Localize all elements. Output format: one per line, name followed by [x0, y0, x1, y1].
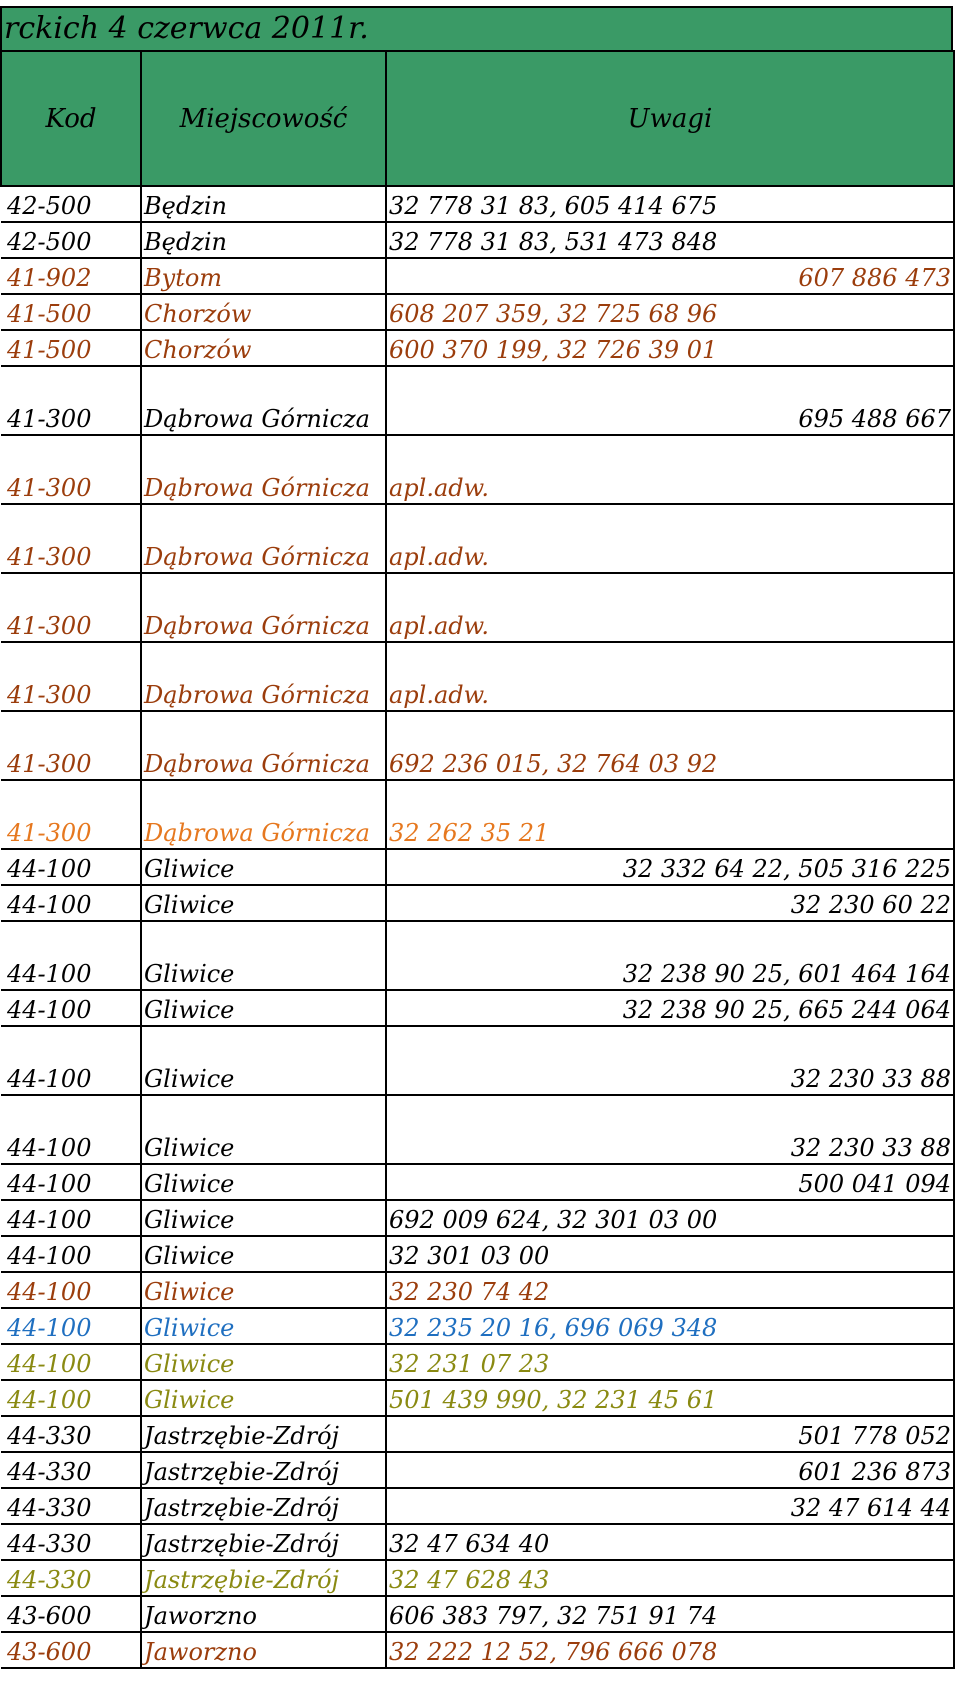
cell-note: 32 332 64 22, 505 316 225: [386, 849, 954, 885]
cell-code: 44-100: [1, 1200, 141, 1236]
cell-city: Jastrzębie-Zdrój: [141, 1452, 386, 1488]
table-row: [1, 1488, 954, 1524]
cell-city: Dąbrowa Górnicza: [141, 711, 386, 780]
table-row: [1, 885, 954, 921]
cell-city: Będzin: [141, 186, 386, 222]
cell-note: 32 235 20 16, 696 069 348: [386, 1308, 954, 1344]
cell-note: 692 236 015, 32 764 03 92: [386, 711, 954, 780]
cell-city: Jastrzębie-Zdrój: [141, 1488, 386, 1524]
cell-city: Gliwice: [141, 1272, 386, 1308]
table-row: [1, 1095, 954, 1164]
table-row: [1, 1596, 954, 1632]
cell-code: 41-500: [1, 330, 141, 366]
cell-note: 600 370 199, 32 726 39 01: [386, 330, 954, 366]
cell-city: Gliwice: [141, 1344, 386, 1380]
cell-note: 32 47 614 44: [386, 1488, 954, 1524]
cell-code: 44-100: [1, 1236, 141, 1272]
table-row: [1, 780, 954, 849]
cell-note: 32 238 90 25, 601 464 164: [386, 921, 954, 990]
cell-code: 42-500: [1, 186, 141, 222]
cell-city: Gliwice: [141, 1026, 386, 1095]
table-row: [1, 921, 954, 990]
table-row: [1, 1380, 954, 1416]
table-row: [1, 642, 954, 711]
table-row: [1, 1632, 954, 1668]
cell-code: 44-330: [1, 1416, 141, 1452]
header-row: [1, 51, 954, 186]
cell-code: 44-100: [1, 1095, 141, 1164]
cell-code: 44-100: [1, 885, 141, 921]
table-row: [1, 294, 954, 330]
cell-note: 32 231 07 23: [386, 1344, 954, 1380]
contacts-table: [0, 50, 955, 1669]
table-row: [1, 258, 954, 294]
cell-code: 44-100: [1, 921, 141, 990]
cell-note: 32 238 90 25, 665 244 064: [386, 990, 954, 1026]
cell-code: 44-100: [1, 1380, 141, 1416]
cell-code: 44-100: [1, 849, 141, 885]
cell-note: apl.adw.: [386, 435, 954, 504]
cell-note: 32 778 31 83, 531 473 848: [386, 222, 954, 258]
cell-city: Gliwice: [141, 1095, 386, 1164]
table-row: [1, 435, 954, 504]
cell-note: 501 439 990, 32 231 45 61: [386, 1380, 954, 1416]
table-row: [1, 330, 954, 366]
cell-code: 41-300: [1, 642, 141, 711]
cell-city: Dąbrowa Górnicza: [141, 504, 386, 573]
table-row: [1, 1026, 954, 1095]
table-row: [1, 1524, 954, 1560]
table-row: [1, 1344, 954, 1380]
cell-code: 43-600: [1, 1596, 141, 1632]
cell-city: Gliwice: [141, 990, 386, 1026]
cell-code: 44-100: [1, 1272, 141, 1308]
cell-city: Jastrzębie-Zdrój: [141, 1524, 386, 1560]
table-row: [1, 186, 954, 222]
table-row: [1, 222, 954, 258]
cell-note: 608 207 359, 32 725 68 96: [386, 294, 954, 330]
cell-code: 41-300: [1, 504, 141, 573]
cell-note: 501 778 052: [386, 1416, 954, 1452]
cell-note: 32 778 31 83, 605 414 675: [386, 186, 954, 222]
cell-code: 41-300: [1, 711, 141, 780]
cell-code: 41-300: [1, 435, 141, 504]
cell-city: Gliwice: [141, 1200, 386, 1236]
cell-code: 44-100: [1, 1164, 141, 1200]
cell-note: 695 488 667: [386, 366, 954, 435]
table-row: [1, 1560, 954, 1596]
cell-code: 41-300: [1, 780, 141, 849]
cell-note: apl.adw.: [386, 642, 954, 711]
table-row: [1, 849, 954, 885]
cell-city: Dąbrowa Górnicza: [141, 642, 386, 711]
cell-city: Gliwice: [141, 1380, 386, 1416]
cell-city: Gliwice: [141, 1308, 386, 1344]
cell-code: 42-500: [1, 222, 141, 258]
cell-note: 32 222 12 52, 796 666 078: [386, 1632, 954, 1668]
cell-city: Jaworzno: [141, 1632, 386, 1668]
cell-code: 44-100: [1, 990, 141, 1026]
cell-city: Gliwice: [141, 849, 386, 885]
cell-note: 692 009 624, 32 301 03 00: [386, 1200, 954, 1236]
header-notes: Uwagi: [386, 51, 954, 186]
cell-city: Gliwice: [141, 1164, 386, 1200]
cell-city: Gliwice: [141, 885, 386, 921]
cell-code: 44-330: [1, 1488, 141, 1524]
header-city: Miejscowość: [141, 51, 386, 186]
cell-note: 32 47 634 40: [386, 1524, 954, 1560]
table-body: [1, 186, 954, 1668]
cell-note: 606 383 797, 32 751 91 74: [386, 1596, 954, 1632]
cell-code: 41-500: [1, 294, 141, 330]
cell-note: 32 230 33 88: [386, 1095, 954, 1164]
cell-note: 32 301 03 00: [386, 1236, 954, 1272]
cell-city: Bytom: [141, 258, 386, 294]
cell-code: 44-330: [1, 1524, 141, 1560]
cell-city: Jastrzębie-Zdrój: [141, 1416, 386, 1452]
cell-note: 500 041 094: [386, 1164, 954, 1200]
cell-note: 32 47 628 43: [386, 1560, 954, 1596]
cell-note: apl.adw.: [386, 573, 954, 642]
table-row: [1, 1308, 954, 1344]
table-row: [1, 1416, 954, 1452]
cell-code: 41-902: [1, 258, 141, 294]
cell-code: 44-100: [1, 1344, 141, 1380]
cell-city: Chorzów: [141, 294, 386, 330]
cell-city: Chorzów: [141, 330, 386, 366]
cell-city: Dąbrowa Górnicza: [141, 366, 386, 435]
cell-note: apl.adw.: [386, 504, 954, 573]
cell-code: 41-300: [1, 573, 141, 642]
table-row: [1, 1164, 954, 1200]
table-row: [1, 1200, 954, 1236]
cell-city: Dąbrowa Górnicza: [141, 780, 386, 849]
table-row: [1, 711, 954, 780]
table-row: [1, 1236, 954, 1272]
cell-city: Dąbrowa Górnicza: [141, 573, 386, 642]
cell-city: Gliwice: [141, 1236, 386, 1272]
header-code: Kod: [1, 51, 141, 186]
cell-code: 43-600: [1, 1632, 141, 1668]
cell-city: Jaworzno: [141, 1596, 386, 1632]
cell-note: 607 886 473: [386, 258, 954, 294]
table-row: [1, 1452, 954, 1488]
cell-note: 32 230 33 88: [386, 1026, 954, 1095]
cell-note: 601 236 873: [386, 1452, 954, 1488]
cell-code: 41-300: [1, 366, 141, 435]
cell-code: 44-330: [1, 1560, 141, 1596]
cell-city: Jastrzębie-Zdrój: [141, 1560, 386, 1596]
table-row: [1, 366, 954, 435]
table-row: [1, 1272, 954, 1308]
cell-code: 44-330: [1, 1452, 141, 1488]
cell-code: 44-100: [1, 1026, 141, 1095]
cell-code: 44-100: [1, 1308, 141, 1344]
table-row: [1, 573, 954, 642]
cell-city: Dąbrowa Górnicza: [141, 435, 386, 504]
cell-city: Gliwice: [141, 921, 386, 990]
cell-note: 32 230 74 42: [386, 1272, 954, 1308]
title-banner: rckich 4 czerwca 2011r.: [0, 6, 953, 52]
table-row: [1, 990, 954, 1026]
cell-note: 32 230 60 22: [386, 885, 954, 921]
table-row: [1, 504, 954, 573]
cell-city: Będzin: [141, 222, 386, 258]
cell-note: 32 262 35 21: [386, 780, 954, 849]
